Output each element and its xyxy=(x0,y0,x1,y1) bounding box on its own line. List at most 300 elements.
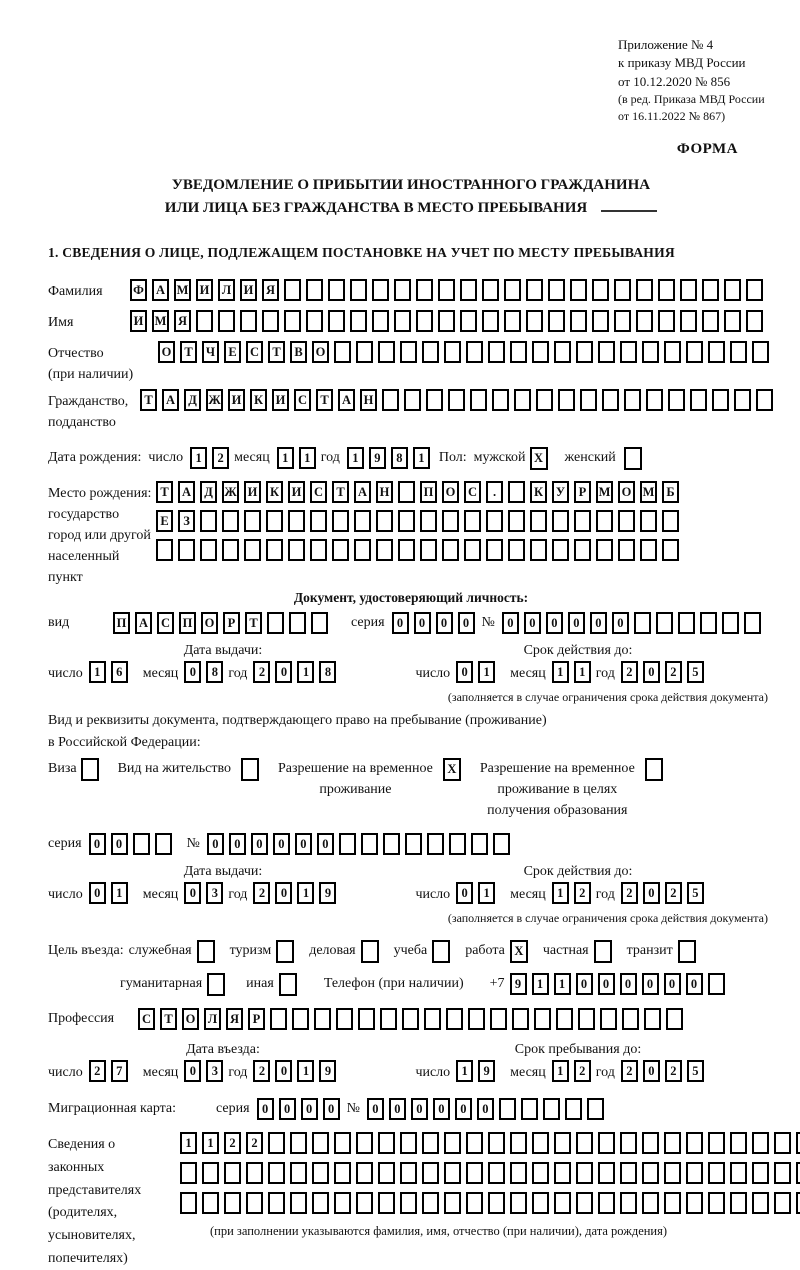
char-cell[interactable]: 2 xyxy=(574,882,591,904)
char-cell[interactable]: X xyxy=(530,447,548,470)
char-cell[interactable]: 1 xyxy=(478,661,495,683)
purpose-private-checkbox[interactable] xyxy=(594,940,617,963)
char-cell[interactable]: Д xyxy=(200,481,217,503)
char-cell[interactable]: О xyxy=(442,481,459,503)
char-cell[interactable] xyxy=(686,341,703,363)
char-cell[interactable] xyxy=(752,1162,769,1184)
char-cell[interactable] xyxy=(156,539,173,561)
char-cell[interactable]: 1 xyxy=(347,447,364,469)
char-cell[interactable]: И xyxy=(130,310,147,332)
char-cell[interactable] xyxy=(222,510,239,532)
char-cell[interactable]: 9 xyxy=(369,447,386,469)
birthplace-row-3[interactable] xyxy=(156,539,684,561)
char-cell[interactable] xyxy=(444,1132,461,1154)
char-cell[interactable]: 1 xyxy=(297,661,314,683)
char-cell[interactable] xyxy=(240,310,257,332)
char-cell[interactable]: Т xyxy=(316,389,333,411)
char-cell[interactable] xyxy=(576,1162,593,1184)
char-cell[interactable] xyxy=(290,1192,307,1214)
char-cell[interactable] xyxy=(752,341,769,363)
char-cell[interactable] xyxy=(400,1162,417,1184)
entry-month-cells[interactable] xyxy=(184,1060,228,1082)
char-cell[interactable]: М xyxy=(640,481,657,503)
char-cell[interactable]: А xyxy=(135,612,152,634)
char-cell[interactable] xyxy=(536,389,553,411)
char-cell[interactable]: 0 xyxy=(251,833,268,855)
char-cell[interactable] xyxy=(312,1192,329,1214)
char-cell[interactable]: X xyxy=(510,940,528,963)
char-cell[interactable] xyxy=(548,310,565,332)
char-cell[interactable]: 1 xyxy=(297,1060,314,1082)
char-cell[interactable]: Ч xyxy=(202,341,219,363)
char-cell[interactable] xyxy=(592,279,609,301)
char-cell[interactable] xyxy=(464,539,481,561)
char-cell[interactable] xyxy=(686,1192,703,1214)
stay-day-cells[interactable] xyxy=(456,1060,500,1082)
char-cell[interactable] xyxy=(624,389,641,411)
char-cell[interactable]: 1 xyxy=(574,661,591,683)
char-cell[interactable] xyxy=(508,510,525,532)
char-cell[interactable]: 0 xyxy=(598,973,615,995)
char-cell[interactable] xyxy=(444,1162,461,1184)
char-cell[interactable]: В xyxy=(290,341,307,363)
char-cell[interactable] xyxy=(279,973,297,996)
char-cell[interactable] xyxy=(656,612,673,634)
char-cell[interactable] xyxy=(620,341,637,363)
residence-issue-month-cells[interactable] xyxy=(184,882,228,904)
char-cell[interactable] xyxy=(796,1132,800,1154)
char-cell[interactable] xyxy=(382,389,399,411)
char-cell[interactable] xyxy=(708,973,725,995)
char-cell[interactable] xyxy=(708,341,725,363)
char-cell[interactable] xyxy=(576,1132,593,1154)
char-cell[interactable] xyxy=(372,310,389,332)
char-cell[interactable] xyxy=(398,510,415,532)
char-cell[interactable] xyxy=(730,1132,747,1154)
char-cell[interactable] xyxy=(744,612,761,634)
char-cell[interactable]: Т xyxy=(140,389,157,411)
char-cell[interactable] xyxy=(178,539,195,561)
char-cell[interactable]: П xyxy=(179,612,196,634)
char-cell[interactable] xyxy=(405,833,422,855)
char-cell[interactable]: 1 xyxy=(202,1132,219,1154)
char-cell[interactable] xyxy=(574,539,591,561)
char-cell[interactable] xyxy=(202,1162,219,1184)
char-cell[interactable]: К xyxy=(250,389,267,411)
char-cell[interactable] xyxy=(596,510,613,532)
representatives-row-1[interactable] xyxy=(180,1132,800,1154)
char-cell[interactable]: Ф xyxy=(130,279,147,301)
char-cell[interactable] xyxy=(402,1008,419,1030)
stay-month-cells[interactable] xyxy=(552,1060,596,1082)
char-cell[interactable]: С xyxy=(464,481,481,503)
char-cell[interactable]: 7 xyxy=(111,1060,128,1082)
char-cell[interactable] xyxy=(270,1008,287,1030)
birth-month-cells[interactable] xyxy=(277,447,321,469)
char-cell[interactable]: Р xyxy=(223,612,240,634)
char-cell[interactable] xyxy=(668,389,685,411)
char-cell[interactable] xyxy=(646,389,663,411)
patronymic-cells[interactable] xyxy=(158,341,774,363)
char-cell[interactable] xyxy=(530,510,547,532)
char-cell[interactable] xyxy=(508,481,525,503)
char-cell[interactable]: 1 xyxy=(552,882,569,904)
char-cell[interactable] xyxy=(356,341,373,363)
char-cell[interactable] xyxy=(680,279,697,301)
char-cell[interactable] xyxy=(306,279,323,301)
char-cell[interactable] xyxy=(510,1132,527,1154)
char-cell[interactable]: 2 xyxy=(224,1132,241,1154)
char-cell[interactable]: 2 xyxy=(253,1060,270,1082)
char-cell[interactable] xyxy=(466,341,483,363)
char-cell[interactable] xyxy=(350,310,367,332)
purpose-work-checkbox[interactable] xyxy=(510,940,533,963)
char-cell[interactable] xyxy=(620,1132,637,1154)
char-cell[interactable]: 0 xyxy=(392,612,409,634)
char-cell[interactable]: Д xyxy=(184,389,201,411)
char-cell[interactable]: С xyxy=(294,389,311,411)
char-cell[interactable]: Я xyxy=(174,310,191,332)
citizenship-cells[interactable] xyxy=(140,389,778,411)
phone-cells[interactable] xyxy=(510,973,730,995)
char-cell[interactable] xyxy=(532,1162,549,1184)
char-cell[interactable]: 0 xyxy=(389,1098,406,1120)
char-cell[interactable] xyxy=(442,539,459,561)
char-cell[interactable] xyxy=(400,1132,417,1154)
char-cell[interactable]: Б xyxy=(662,481,679,503)
char-cell[interactable]: Л xyxy=(218,279,235,301)
char-cell[interactable]: А xyxy=(338,389,355,411)
char-cell[interactable]: 0 xyxy=(295,833,312,855)
char-cell[interactable] xyxy=(244,510,261,532)
char-cell[interactable] xyxy=(730,1162,747,1184)
char-cell[interactable] xyxy=(356,1192,373,1214)
char-cell[interactable]: 6 xyxy=(111,661,128,683)
char-cell[interactable]: 9 xyxy=(478,1060,495,1082)
issue-year-cells[interactable] xyxy=(253,661,341,683)
char-cell[interactable] xyxy=(486,510,503,532)
char-cell[interactable]: 1 xyxy=(456,1060,473,1082)
char-cell[interactable] xyxy=(290,1162,307,1184)
char-cell[interactable] xyxy=(622,1008,639,1030)
char-cell[interactable] xyxy=(576,341,593,363)
char-cell[interactable] xyxy=(420,510,437,532)
residence-permit-checkbox[interactable] xyxy=(241,757,264,781)
char-cell[interactable] xyxy=(486,539,503,561)
char-cell[interactable]: А xyxy=(354,481,371,503)
char-cell[interactable] xyxy=(246,1162,263,1184)
char-cell[interactable]: 0 xyxy=(317,833,334,855)
char-cell[interactable] xyxy=(378,1162,395,1184)
char-cell[interactable] xyxy=(361,940,379,963)
char-cell[interactable] xyxy=(442,510,459,532)
char-cell[interactable]: Е xyxy=(224,341,241,363)
char-cell[interactable]: И xyxy=(240,279,257,301)
char-cell[interactable]: 0 xyxy=(642,973,659,995)
char-cell[interactable] xyxy=(636,279,653,301)
valid-month-cells[interactable] xyxy=(552,661,596,683)
birth-year-cells[interactable] xyxy=(347,447,435,469)
char-cell[interactable] xyxy=(570,310,587,332)
residence-number-cells[interactable] xyxy=(207,833,515,855)
representatives-row-3[interactable] xyxy=(180,1192,800,1214)
char-cell[interactable] xyxy=(400,341,417,363)
char-cell[interactable]: М xyxy=(152,310,169,332)
char-cell[interactable] xyxy=(334,1162,351,1184)
char-cell[interactable] xyxy=(180,1162,197,1184)
char-cell[interactable]: 0 xyxy=(546,612,563,634)
char-cell[interactable]: 0 xyxy=(568,612,585,634)
char-cell[interactable] xyxy=(289,612,306,634)
char-cell[interactable] xyxy=(224,1192,241,1214)
char-cell[interactable]: 1 xyxy=(89,661,106,683)
char-cell[interactable] xyxy=(268,1132,285,1154)
char-cell[interactable] xyxy=(598,341,615,363)
char-cell[interactable] xyxy=(554,1162,571,1184)
char-cell[interactable]: 0 xyxy=(184,1060,201,1082)
char-cell[interactable] xyxy=(664,1192,681,1214)
temp-permit-edu-checkbox[interactable] xyxy=(645,757,668,781)
char-cell[interactable]: Р xyxy=(574,481,591,503)
temp-permit-checkbox[interactable] xyxy=(443,757,466,781)
char-cell[interactable] xyxy=(468,1008,485,1030)
char-cell[interactable]: 1 xyxy=(190,447,207,469)
char-cell[interactable]: С xyxy=(246,341,263,363)
char-cell[interactable] xyxy=(618,539,635,561)
name-cells[interactable] xyxy=(130,310,768,332)
char-cell[interactable] xyxy=(155,833,172,855)
char-cell[interactable] xyxy=(383,833,400,855)
stay-year-cells[interactable] xyxy=(621,1060,709,1082)
char-cell[interactable]: Н xyxy=(360,389,377,411)
char-cell[interactable] xyxy=(378,341,395,363)
char-cell[interactable]: 1 xyxy=(111,882,128,904)
char-cell[interactable] xyxy=(482,310,499,332)
char-cell[interactable] xyxy=(644,1008,661,1030)
char-cell[interactable] xyxy=(796,1162,800,1184)
char-cell[interactable] xyxy=(339,833,356,855)
char-cell[interactable]: 0 xyxy=(275,1060,292,1082)
char-cell[interactable]: 0 xyxy=(301,1098,318,1120)
doc-number-cells[interactable] xyxy=(502,612,766,634)
char-cell[interactable]: Т xyxy=(245,612,262,634)
char-cell[interactable]: Т xyxy=(268,341,285,363)
char-cell[interactable]: 0 xyxy=(576,973,593,995)
char-cell[interactable] xyxy=(642,1132,659,1154)
char-cell[interactable] xyxy=(580,389,597,411)
char-cell[interactable] xyxy=(504,310,521,332)
char-cell[interactable]: 0 xyxy=(433,1098,450,1120)
char-cell[interactable]: 2 xyxy=(574,1060,591,1082)
char-cell[interactable]: А xyxy=(162,389,179,411)
issue-month-cells[interactable] xyxy=(184,661,228,683)
char-cell[interactable] xyxy=(466,1162,483,1184)
char-cell[interactable] xyxy=(332,539,349,561)
issue-day-cells[interactable] xyxy=(89,661,133,683)
char-cell[interactable] xyxy=(548,279,565,301)
char-cell[interactable] xyxy=(530,539,547,561)
char-cell[interactable] xyxy=(438,310,455,332)
char-cell[interactable]: З xyxy=(178,510,195,532)
char-cell[interactable] xyxy=(202,1192,219,1214)
char-cell[interactable] xyxy=(532,1192,549,1214)
char-cell[interactable] xyxy=(734,389,751,411)
char-cell[interactable]: 0 xyxy=(229,833,246,855)
char-cell[interactable]: Т xyxy=(156,481,173,503)
char-cell[interactable]: 0 xyxy=(257,1098,274,1120)
char-cell[interactable]: 2 xyxy=(212,447,229,469)
char-cell[interactable] xyxy=(596,539,613,561)
char-cell[interactable] xyxy=(552,539,569,561)
char-cell[interactable] xyxy=(312,1132,329,1154)
char-cell[interactable]: 2 xyxy=(246,1132,263,1154)
char-cell[interactable] xyxy=(372,279,389,301)
char-cell[interactable]: 5 xyxy=(687,661,704,683)
char-cell[interactable] xyxy=(354,510,371,532)
char-cell[interactable]: X xyxy=(443,758,461,781)
char-cell[interactable]: Т xyxy=(332,481,349,503)
char-cell[interactable]: 9 xyxy=(319,1060,336,1082)
char-cell[interactable] xyxy=(700,612,717,634)
char-cell[interactable]: 9 xyxy=(510,973,527,995)
char-cell[interactable] xyxy=(600,1008,617,1030)
char-cell[interactable]: 0 xyxy=(184,882,201,904)
char-cell[interactable] xyxy=(730,1192,747,1214)
char-cell[interactable] xyxy=(276,940,294,963)
char-cell[interactable] xyxy=(246,1192,263,1214)
char-cell[interactable] xyxy=(266,539,283,561)
char-cell[interactable] xyxy=(774,1162,791,1184)
char-cell[interactable] xyxy=(224,1162,241,1184)
char-cell[interactable] xyxy=(133,833,150,855)
char-cell[interactable] xyxy=(422,1162,439,1184)
char-cell[interactable] xyxy=(268,1192,285,1214)
char-cell[interactable]: 8 xyxy=(319,661,336,683)
char-cell[interactable] xyxy=(378,1192,395,1214)
char-cell[interactable] xyxy=(752,1132,769,1154)
male-checkbox[interactable] xyxy=(530,447,553,470)
char-cell[interactable] xyxy=(284,279,301,301)
char-cell[interactable]: К xyxy=(530,481,547,503)
char-cell[interactable]: А xyxy=(152,279,169,301)
char-cell[interactable] xyxy=(508,539,525,561)
char-cell[interactable]: 2 xyxy=(665,882,682,904)
char-cell[interactable] xyxy=(526,310,543,332)
char-cell[interactable] xyxy=(466,1132,483,1154)
char-cell[interactable]: Р xyxy=(248,1008,265,1030)
char-cell[interactable]: С xyxy=(138,1008,155,1030)
char-cell[interactable] xyxy=(774,1192,791,1214)
char-cell[interactable] xyxy=(376,510,393,532)
char-cell[interactable] xyxy=(488,341,505,363)
char-cell[interactable]: 8 xyxy=(391,447,408,469)
char-cell[interactable] xyxy=(510,341,527,363)
char-cell[interactable] xyxy=(268,1162,285,1184)
char-cell[interactable] xyxy=(426,389,443,411)
char-cell[interactable] xyxy=(448,389,465,411)
char-cell[interactable]: 0 xyxy=(456,882,473,904)
char-cell[interactable] xyxy=(488,1192,505,1214)
char-cell[interactable] xyxy=(460,279,477,301)
char-cell[interactable] xyxy=(730,341,747,363)
entry-day-cells[interactable] xyxy=(89,1060,133,1082)
char-cell[interactable] xyxy=(460,310,477,332)
char-cell[interactable] xyxy=(490,1008,507,1030)
char-cell[interactable] xyxy=(724,279,741,301)
char-cell[interactable] xyxy=(554,341,571,363)
char-cell[interactable] xyxy=(424,1008,441,1030)
char-cell[interactable] xyxy=(565,1098,582,1120)
purpose-study-checkbox[interactable] xyxy=(432,940,455,963)
char-cell[interactable] xyxy=(350,279,367,301)
representatives-row-2[interactable] xyxy=(180,1162,800,1184)
char-cell[interactable]: 0 xyxy=(502,612,519,634)
char-cell[interactable] xyxy=(218,310,235,332)
char-cell[interactable] xyxy=(288,539,305,561)
residence-valid-day-cells[interactable] xyxy=(456,882,500,904)
char-cell[interactable] xyxy=(624,447,642,470)
char-cell[interactable] xyxy=(664,1162,681,1184)
char-cell[interactable]: 0 xyxy=(620,973,637,995)
char-cell[interactable] xyxy=(306,310,323,332)
char-cell[interactable] xyxy=(658,310,675,332)
purpose-other-checkbox[interactable] xyxy=(279,973,302,996)
char-cell[interactable] xyxy=(686,1162,703,1184)
residence-issue-year-cells[interactable] xyxy=(253,882,341,904)
char-cell[interactable] xyxy=(241,758,259,781)
char-cell[interactable] xyxy=(774,1132,791,1154)
char-cell[interactable] xyxy=(642,1192,659,1214)
char-cell[interactable]: 1 xyxy=(478,882,495,904)
char-cell[interactable] xyxy=(416,310,433,332)
char-cell[interactable] xyxy=(686,1132,703,1154)
char-cell[interactable] xyxy=(576,1192,593,1214)
char-cell[interactable] xyxy=(746,310,763,332)
char-cell[interactable] xyxy=(556,1008,573,1030)
char-cell[interactable]: 0 xyxy=(207,833,224,855)
char-cell[interactable]: 1 xyxy=(413,447,430,469)
char-cell[interactable] xyxy=(334,1192,351,1214)
char-cell[interactable] xyxy=(554,1192,571,1214)
char-cell[interactable] xyxy=(552,510,569,532)
char-cell[interactable]: 0 xyxy=(275,882,292,904)
char-cell[interactable]: С xyxy=(157,612,174,634)
char-cell[interactable]: 2 xyxy=(621,661,638,683)
char-cell[interactable]: 0 xyxy=(89,833,106,855)
char-cell[interactable] xyxy=(702,310,719,332)
char-cell[interactable] xyxy=(427,833,444,855)
char-cell[interactable] xyxy=(680,310,697,332)
char-cell[interactable]: 0 xyxy=(455,1098,472,1120)
char-cell[interactable] xyxy=(400,1192,417,1214)
char-cell[interactable] xyxy=(394,279,411,301)
char-cell[interactable]: Л xyxy=(204,1008,221,1030)
char-cell[interactable] xyxy=(587,1098,604,1120)
char-cell[interactable] xyxy=(620,1162,637,1184)
char-cell[interactable] xyxy=(724,310,741,332)
char-cell[interactable] xyxy=(708,1192,725,1214)
char-cell[interactable] xyxy=(444,1192,461,1214)
char-cell[interactable]: 2 xyxy=(621,1060,638,1082)
char-cell[interactable]: 0 xyxy=(664,973,681,995)
char-cell[interactable] xyxy=(464,510,481,532)
char-cell[interactable]: 2 xyxy=(89,1060,106,1082)
char-cell[interactable] xyxy=(488,1162,505,1184)
char-cell[interactable]: 3 xyxy=(206,1060,223,1082)
char-cell[interactable] xyxy=(708,1162,725,1184)
char-cell[interactable] xyxy=(722,612,739,634)
female-checkbox[interactable] xyxy=(624,447,647,470)
